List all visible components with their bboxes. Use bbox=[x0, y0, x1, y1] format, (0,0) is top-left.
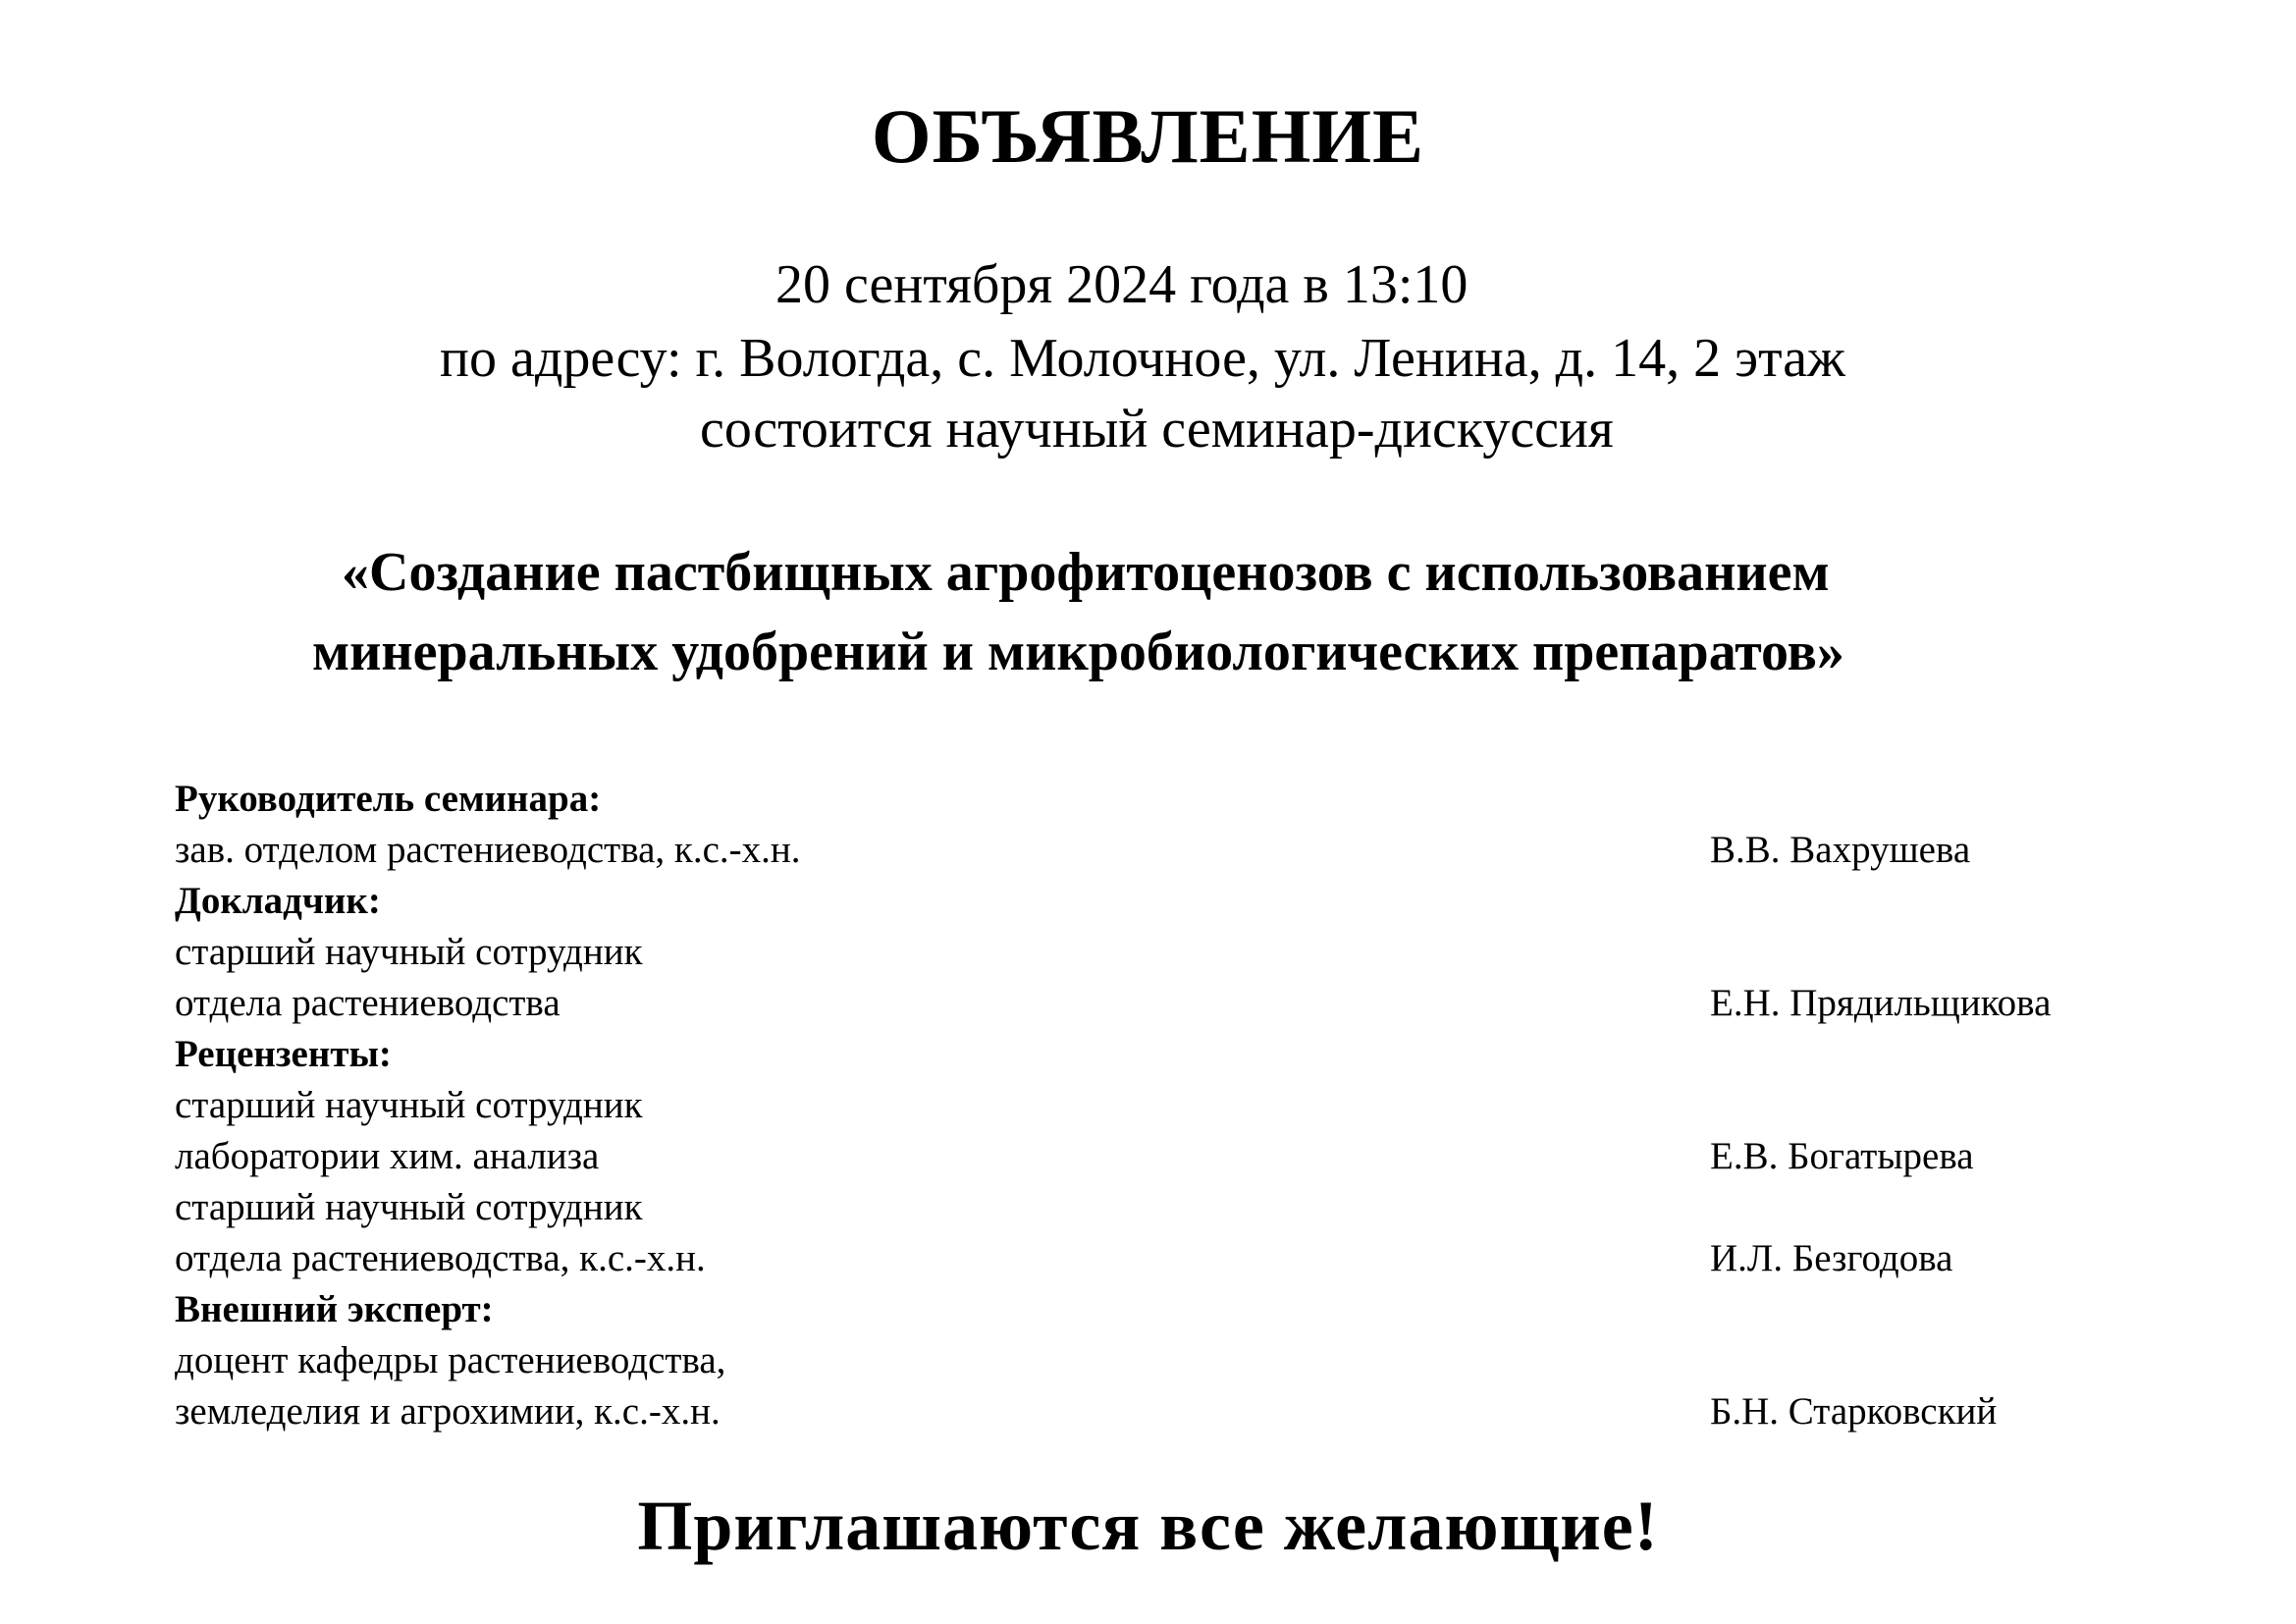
role-heading-text: Руководитель семинара: bbox=[175, 778, 602, 820]
role-position: доцент кафедры растениеводства, bbox=[175, 1339, 726, 1381]
role-row-leader bbox=[175, 825, 2138, 876]
seminar-topic-line-2: минеральных удобрений и микробиологических препаратов» bbox=[312, 622, 1844, 682]
role-position: старший научный сотрудник bbox=[175, 1084, 643, 1126]
role-heading-text: Внешний эксперт: bbox=[175, 1288, 494, 1330]
role-heading-leader bbox=[175, 774, 2138, 825]
role-heading-text: Докладчик: bbox=[175, 880, 381, 922]
event-description: состоится научный семинар-дискуссия bbox=[700, 399, 1614, 460]
role-position: старший научный сотрудник bbox=[175, 931, 643, 973]
role-person-name: В.В. Вахрушева bbox=[1710, 829, 1971, 871]
role-person-name: И.Л. Безгодова bbox=[1710, 1237, 1953, 1279]
role-row-reviewer-2-line-2 bbox=[175, 1233, 2138, 1284]
role-person-name: Е.Н. Прядильщикова bbox=[1710, 982, 2052, 1024]
event-date: 20 сентября 2024 года в 13:10 bbox=[775, 254, 1468, 315]
role-row-expert-line-2 bbox=[175, 1386, 2138, 1437]
roles-list bbox=[175, 774, 2138, 1437]
role-person-name: Е.В. Богатырева bbox=[1710, 1135, 1974, 1177]
role-heading-text: Рецензенты: bbox=[175, 1033, 392, 1075]
closing-invitation: Приглашаются все желающие! bbox=[637, 1487, 1659, 1565]
role-row-reviewer-2-line-1 bbox=[175, 1182, 2138, 1233]
role-position: лаборатории хим. анализа bbox=[175, 1135, 600, 1177]
seminar-topic-line-1: «Создание пастбищных агрофитоценозов с использованием bbox=[342, 542, 1830, 603]
event-address: по адресу: г. Вологда, с. Молочное, ул. Ленина, д. 14, 2 этаж bbox=[440, 328, 1845, 389]
page-title: ОБЪЯВЛЕНИЕ bbox=[871, 93, 1425, 179]
role-heading-speaker bbox=[175, 876, 2138, 927]
role-row-reviewer-1-line-1 bbox=[175, 1080, 2138, 1131]
role-position: земледелия и агрохимии, к.с.-х.н. bbox=[175, 1390, 721, 1433]
role-position: зав. отделом растениеводства, к.с.-х.н. bbox=[175, 829, 801, 871]
role-row-expert-line-1 bbox=[175, 1335, 2138, 1386]
role-row-reviewer-1-line-2 bbox=[175, 1131, 2138, 1182]
role-person-name: Б.Н. Старковский bbox=[1710, 1390, 1998, 1433]
role-heading-expert bbox=[175, 1284, 2138, 1335]
role-position: старший научный сотрудник bbox=[175, 1186, 643, 1228]
role-heading-reviewers bbox=[175, 1029, 2138, 1080]
role-row-speaker-line-1 bbox=[175, 927, 2138, 978]
role-row-speaker-line-2 bbox=[175, 978, 2138, 1029]
role-position: отдела растениеводства bbox=[175, 982, 561, 1024]
role-position: отдела растениеводства, к.с.-х.н. bbox=[175, 1237, 706, 1279]
